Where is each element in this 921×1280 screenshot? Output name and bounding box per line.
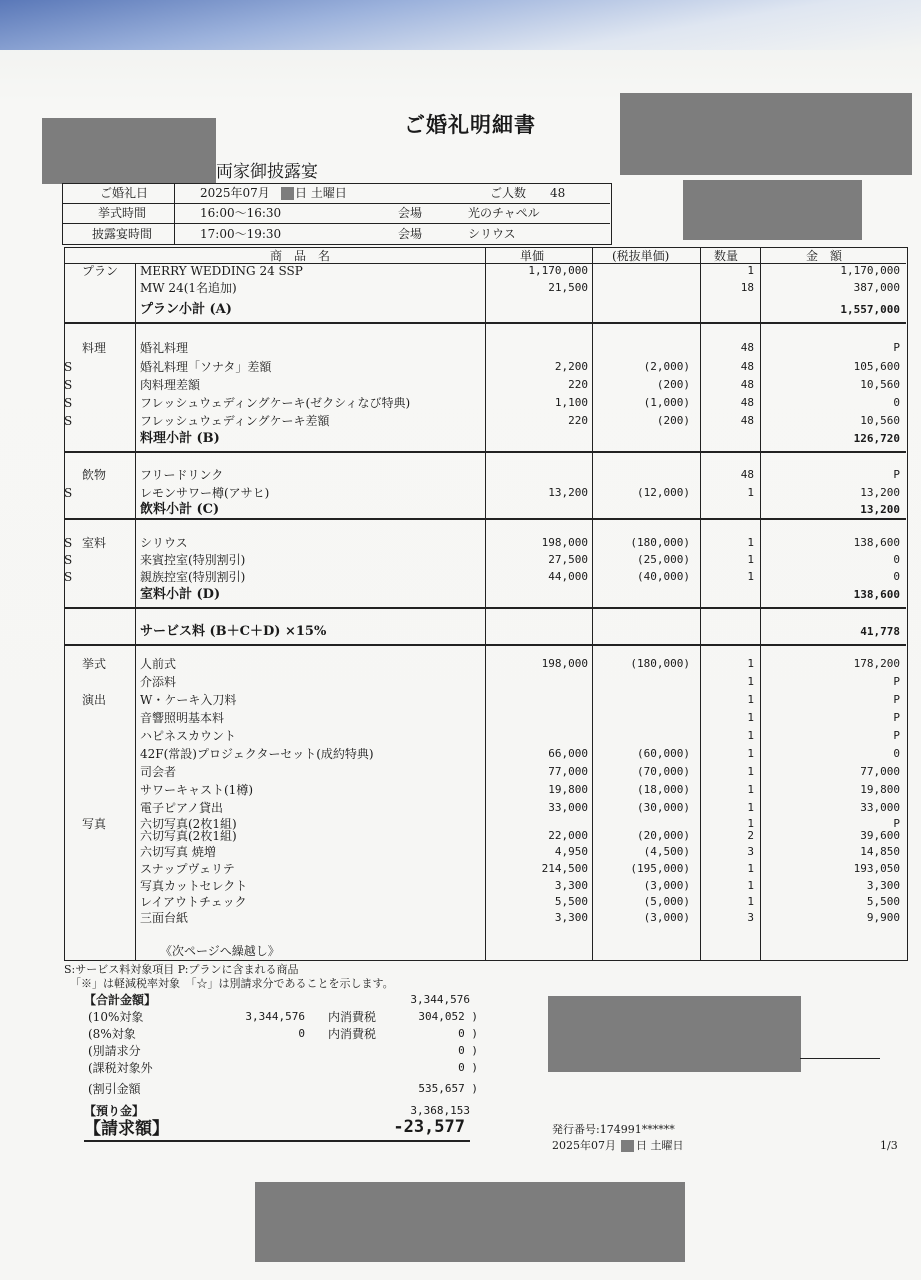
discount-value: 535,657 ): [418, 1082, 478, 1095]
quantity: 1: [747, 895, 754, 908]
redacted-block: [42, 118, 216, 184]
quantity: 1: [747, 783, 754, 796]
unit-price: 21,500: [548, 281, 588, 294]
item-name: 司会者: [140, 765, 177, 779]
tax-excluded-price: (4,500): [643, 845, 690, 858]
quantity: 2: [747, 829, 754, 842]
amount: 77,000: [860, 765, 900, 778]
amount: P: [893, 729, 900, 742]
amount: 0: [893, 747, 900, 760]
amount: 0: [893, 553, 900, 566]
tax8-tax: 0 ): [458, 1027, 478, 1040]
category-label: 料理: [82, 341, 107, 355]
deposit-value: 3,368,153: [410, 1104, 470, 1117]
ceremony-time: 16:00～16:30: [200, 206, 282, 220]
quantity: 1: [747, 862, 754, 875]
tax10-base: 3,344,576: [245, 1010, 305, 1023]
item-name: W・ケーキ入刀料: [140, 693, 237, 707]
header-quantity: 数量: [714, 249, 739, 263]
unit-price: 214,500: [541, 862, 588, 875]
section-divider: [64, 644, 906, 646]
service-flag: S: [64, 553, 73, 567]
tax-excluded-price: (5,000): [643, 895, 690, 908]
item-name: フレッシュウェディングケーキ差額: [140, 414, 330, 428]
amount: P: [893, 468, 900, 481]
scan-top-edge: [0, 0, 921, 50]
redacted-block: [620, 93, 912, 175]
separate-label: (別請求分: [88, 1044, 141, 1058]
item-name: 42F(常設)プロジェクターセット(成約特典): [140, 747, 374, 761]
quantity: 48: [740, 341, 754, 354]
amount: 14,850: [860, 845, 900, 858]
billing-underline: [84, 1140, 470, 1142]
item-name: ハピネスカウント: [140, 729, 237, 743]
tax-excluded-price: (3,000): [643, 911, 690, 924]
signature-line: [800, 1058, 880, 1059]
service-flag: S: [64, 536, 73, 550]
amount: 3,300: [866, 879, 900, 892]
service-flag: S: [64, 396, 73, 410]
document-title: ご婚礼明細書: [404, 112, 536, 137]
category-label: 飲物: [82, 468, 107, 482]
unit-price: 22,000: [548, 829, 588, 842]
redacted-block: [281, 187, 294, 200]
unit-price: 220: [568, 378, 588, 391]
header-tax-excluded: (税抜単価): [612, 249, 670, 263]
quantity: 1: [747, 570, 754, 583]
item-name: 六切写真(2枚1組): [140, 817, 237, 831]
nontax-label: (課税対象外: [88, 1061, 153, 1075]
nontax-value: 0 ): [458, 1061, 478, 1074]
redacted-block: [621, 1140, 634, 1152]
item-name: プラン小計 (A): [140, 302, 232, 317]
tax8-inner-label: 内消費税: [328, 1027, 377, 1041]
col-divider: [592, 247, 593, 960]
service-flag: S: [64, 486, 73, 500]
reception-time-label: 披露宴時間: [92, 227, 153, 241]
quantity: 1: [747, 264, 754, 277]
header-amount: 金 額: [806, 249, 843, 263]
amount: 5,500: [866, 895, 900, 908]
quantity: 48: [740, 414, 754, 427]
service-flag: S: [64, 570, 73, 584]
amount: 19,800: [860, 783, 900, 796]
legend-note: S:サービス料対象項目 P:プランに含まれる商品: [64, 963, 299, 976]
tax-excluded-price: (2,000): [643, 360, 690, 373]
page-number: 1/3: [880, 1139, 898, 1152]
unit-price: 27,500: [548, 553, 588, 566]
amount: 387,000: [853, 281, 900, 294]
amount: 138,600: [853, 536, 900, 549]
unit-price: 198,000: [541, 657, 588, 670]
quantity: 1: [747, 729, 754, 742]
item-name: 来賓控室(特別割引): [140, 553, 246, 567]
unit-price: 44,000: [548, 570, 588, 583]
quantity: 48: [740, 396, 754, 409]
billing-value: -23,577: [393, 1117, 465, 1137]
amount: P: [893, 341, 900, 354]
tax10-tax: 304,052 ): [418, 1010, 478, 1023]
guests-label: ご人数: [490, 186, 527, 200]
tax-excluded-price: (3,000): [643, 879, 690, 892]
amount: 126,720: [853, 432, 900, 445]
tax-excluded-price: (12,000): [637, 486, 690, 499]
wedding-date: 2025年07月: [200, 186, 270, 200]
amount: P: [893, 693, 900, 706]
tax-excluded-price: (195,000): [630, 862, 690, 875]
unit-price: 1,170,000: [528, 264, 588, 277]
issue-date: 2025年07月: [552, 1139, 616, 1152]
unit-price: 13,200: [548, 486, 588, 499]
tax-excluded-price: (200): [656, 378, 690, 391]
tax-excluded-price: (20,000): [637, 829, 690, 842]
tax-excluded-price: (60,000): [637, 747, 690, 760]
item-name: サービス料 (B＋C＋D) ×15%: [140, 624, 327, 639]
item-name: レイアウトチェック: [140, 895, 247, 909]
unit-price: 2,200: [554, 360, 588, 373]
tax8-label: (8%対象: [88, 1027, 136, 1041]
item-name: シリウス: [140, 536, 188, 550]
quantity: 1: [747, 536, 754, 549]
amount: 10,560: [860, 378, 900, 391]
item-name: 音響照明基本料: [140, 711, 225, 725]
unit-price: 220: [568, 414, 588, 427]
quantity: 1: [747, 879, 754, 892]
item-name: 婚礼料理: [140, 341, 189, 355]
item-name: フレッシュウェディングケーキ(ゼクシィなび特典): [140, 396, 411, 410]
category-label: 室料: [82, 536, 107, 550]
ceremony-venue: 光のチャペル: [468, 206, 540, 220]
tax-note: 「※」は軽減税率対象 「☆」は別請求分であることを示します。: [70, 977, 394, 990]
tax-excluded-price: (180,000): [630, 657, 690, 670]
quantity: 1: [747, 553, 754, 566]
header-name: 商 品 名: [270, 249, 331, 263]
item-name: 肉料理差額: [140, 378, 201, 392]
guests-count: 48: [550, 186, 566, 200]
category-label: 演出: [82, 693, 107, 707]
item-name: 六切写真 焼増: [140, 845, 216, 859]
item-name: 電子ピアノ貸出: [140, 801, 224, 815]
item-name: フリードリンク: [140, 468, 224, 482]
unit-price: 19,800: [548, 783, 588, 796]
quantity: 1: [747, 711, 754, 724]
unit-price: 66,000: [548, 747, 588, 760]
quantity: 18: [740, 281, 754, 294]
section-divider: [64, 322, 906, 324]
item-name: 婚礼料理「ソナタ」差額: [140, 360, 272, 374]
col-divider: [485, 247, 486, 960]
col-divider: [760, 247, 761, 960]
section-divider: [64, 607, 906, 609]
amount: 105,600: [853, 360, 900, 373]
quantity: 48: [740, 468, 754, 481]
amount: 39,600: [860, 829, 900, 842]
quantity: 1: [747, 817, 754, 830]
quantity: 1: [747, 657, 754, 670]
quantity: 48: [740, 378, 754, 391]
unit-price: 1,100: [554, 396, 588, 409]
quantity: 3: [747, 845, 754, 858]
amount: 9,900: [866, 911, 900, 924]
tax-excluded-price: (40,000): [637, 570, 690, 583]
item-name: 飲料小計 (C): [140, 502, 220, 517]
service-flag: S: [64, 360, 73, 374]
amount: 10,560: [860, 414, 900, 427]
item-name: サワーキャスト(1樽): [140, 783, 253, 797]
document-subtitle: 両家御披露宴: [216, 162, 318, 182]
total-value: 3,344,576: [410, 993, 470, 1006]
amount: P: [893, 711, 900, 724]
item-name: 料理小計 (B): [140, 431, 220, 446]
amount: 138,600: [853, 588, 900, 601]
col-divider: [700, 247, 701, 960]
tax-excluded-price: (70,000): [637, 765, 690, 778]
quantity: 1: [747, 801, 754, 814]
category-label: 挙式: [82, 657, 107, 671]
unit-price: 33,000: [548, 801, 588, 814]
redacted-block: [548, 996, 801, 1072]
issue-number: 発行番号:174991******: [552, 1123, 675, 1136]
issue-weekday: 日 土曜日: [636, 1139, 684, 1152]
divider: [62, 203, 610, 204]
col-divider: [135, 263, 136, 960]
wedding-date-label: ご婚礼日: [100, 186, 149, 200]
category-label: 写真: [82, 817, 107, 831]
amount: 193,050: [853, 862, 900, 875]
divider: [174, 183, 175, 245]
item-name: 人前式: [140, 657, 177, 671]
unit-price: 5,500: [554, 895, 588, 908]
item-name: 三面台紙: [140, 911, 189, 925]
tax-excluded-price: (1,000): [643, 396, 690, 409]
tax-excluded-price: (25,000): [637, 553, 690, 566]
unit-price: 198,000: [541, 536, 588, 549]
amount: 13,200: [860, 486, 900, 499]
separate-value: 0 ): [458, 1044, 478, 1057]
tax-excluded-price: (200): [656, 414, 690, 427]
quantity: 3: [747, 911, 754, 924]
quantity: 1: [747, 747, 754, 760]
unit-price: 3,300: [554, 879, 588, 892]
redacted-block: [683, 180, 862, 240]
ceremony-time-label: 挙式時間: [98, 206, 147, 220]
header-unit-price: 単価: [520, 249, 545, 263]
item-name: 室料小計 (D): [140, 587, 221, 602]
unit-price: 4,950: [554, 845, 588, 858]
tax8-base: 0: [298, 1027, 305, 1040]
amount: 33,000: [860, 801, 900, 814]
unit-price: 77,000: [548, 765, 588, 778]
service-flag: S: [64, 378, 73, 392]
ceremony-venue-label: 会場: [398, 206, 423, 220]
amount: P: [893, 817, 900, 830]
billing-label: 【請求額】: [84, 1119, 169, 1139]
deposit-label: 【預り金】: [84, 1104, 145, 1118]
carryover-note: 《次ページへ繰越し》: [160, 944, 280, 958]
tax10-inner-label: 内消費税: [328, 1010, 377, 1024]
amount: 0: [893, 570, 900, 583]
amount: 13,200: [860, 503, 900, 516]
item-name: MERRY WEDDING 24 SSP: [140, 264, 303, 278]
amount: 1,170,000: [840, 264, 900, 277]
amount: 0: [893, 396, 900, 409]
tax-excluded-price: (18,000): [637, 783, 690, 796]
section-divider: [64, 451, 906, 453]
divider: [62, 223, 610, 224]
quantity: 1: [747, 693, 754, 706]
quantity: 1: [747, 765, 754, 778]
unit-price: 3,300: [554, 911, 588, 924]
item-name: 写真カットセレクト: [140, 879, 248, 893]
amount: P: [893, 675, 900, 688]
item-name: レモンサワー樽(アサヒ): [140, 486, 270, 500]
reception-venue-label: 会場: [398, 227, 423, 241]
quantity: 1: [747, 486, 754, 499]
redacted-block: [255, 1182, 685, 1262]
section-divider: [64, 518, 906, 520]
item-name: MW 24(1名追加): [140, 281, 237, 295]
category-label: プラン: [82, 264, 119, 278]
item-name: 介添料: [140, 675, 177, 689]
discount-label: (割引金額: [88, 1082, 141, 1096]
amount: 1,557,000: [840, 303, 900, 316]
reception-time: 17:00～19:30: [200, 227, 282, 241]
amount: 178,200: [853, 657, 900, 670]
amount: 41,778: [860, 625, 900, 638]
quantity: 48: [740, 360, 754, 373]
item-name: 親族控室(特別割引): [140, 570, 246, 584]
quantity: 1: [747, 675, 754, 688]
total-label: 【合計金額】: [84, 993, 157, 1007]
tax-excluded-price: (180,000): [630, 536, 690, 549]
item-name: 六切写真(2枚1組): [140, 829, 237, 843]
tax10-label: (10%対象: [88, 1010, 144, 1024]
item-name: スナップヴェリテ: [140, 862, 235, 876]
tax-excluded-price: (30,000): [637, 801, 690, 814]
service-flag: S: [64, 414, 73, 428]
reception-venue: シリウス: [468, 227, 516, 241]
wedding-weekday: 日 土曜日: [295, 186, 347, 200]
